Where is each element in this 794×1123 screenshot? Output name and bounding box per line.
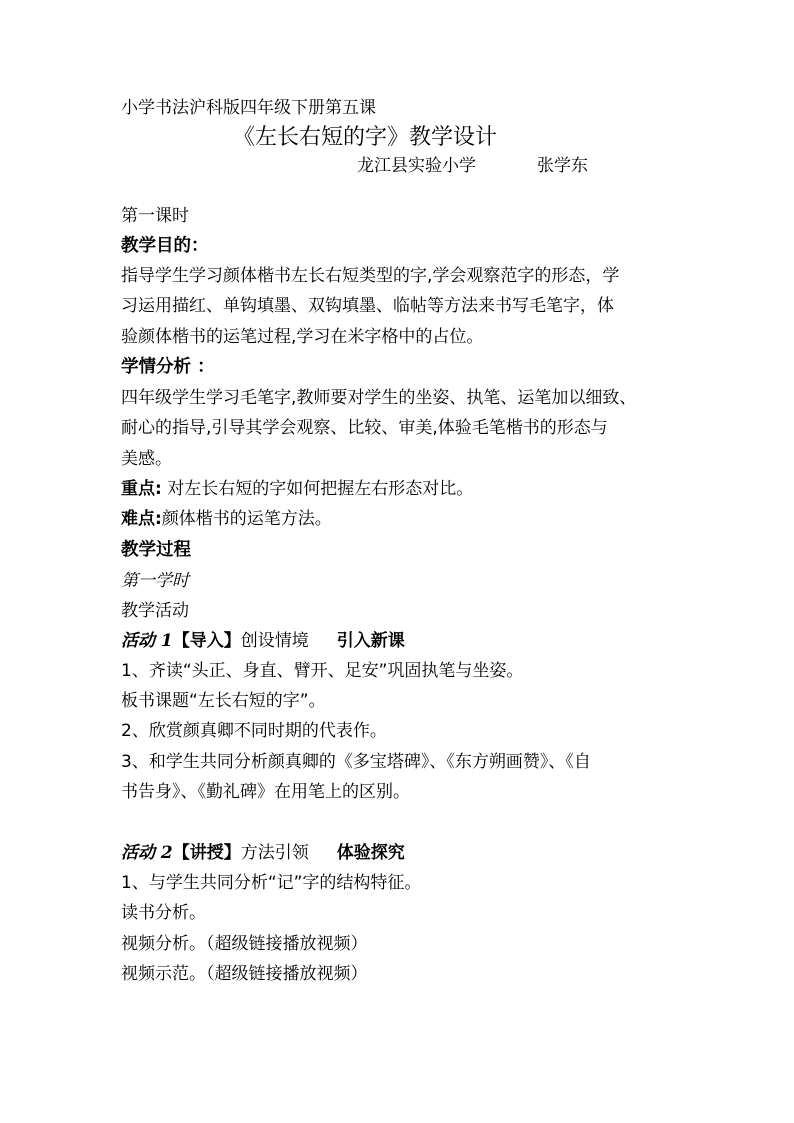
activity2-heading [121,842,405,864]
activity1-item: 3、和学生共同分析颜真卿的《多宝塔碑》、《东方朔画赞》、《自 [121,752,591,772]
analysis-line: 四年级学生学习毛笔字,教师要对学生的坐姿、执笔、运笔加以细致、 [121,388,637,408]
activity2-tag: 【讲授】 [172,843,241,863]
activity1-prefix: 活动 1 [121,631,173,651]
process-heading: 教学过程 [121,540,191,560]
activity1-item: 1、齐读“头正、身直、臂开、足安”巩固执笔与坐姿。 [121,661,524,681]
activity1-title-b: 引入新课 [336,631,405,651]
difficulty [121,508,332,530]
activity1-title-a: 创设情境 [240,631,309,651]
document-title: 《左长右短的字》教学设计 [233,125,498,150]
activity2-title-b: 体验探究 [336,843,405,863]
goal-line: 验颜体楷书的运笔过程,学习在米字格中的占位。 [121,327,484,347]
author-school: 龙江县实验小学 [357,156,476,176]
key-point-colon: : [155,479,162,499]
activity2-item: 1、与学生共同分析“记”字的结构特征。 [121,873,422,893]
activity1-heading [121,630,405,652]
key-point-text: 对左长右短的字如何把握左右形态对比。 [161,479,474,499]
activity1-tag: 【导入】 [172,631,241,651]
goal-heading: 教学目的： [121,236,209,256]
difficulty-colon: : [155,509,162,529]
activity1-item: 2、欣赏颜真卿不同时期的代表作。 [121,721,387,741]
first-period: 第一学时 [121,571,189,591]
lesson-label: 第一课时 [121,206,189,226]
activity1-item: 板书课题“左长右短的字”。 [121,691,326,711]
difficulty-text: 颜体楷书的运笔方法。 [161,509,332,529]
activity2-item: 视频示范。（超级链接播放视频） [121,964,368,984]
activity2-item: 读书分析。 [121,903,206,923]
goal-line: 习运用描红、单钩填墨、双钩填墨、临帖等方法来书写毛笔字，体 [121,296,614,316]
analysis-heading: 学情分析 ： [121,357,215,377]
course-line: 小学书法沪科版四年级下册第五课 [121,98,376,118]
activity-label: 教学活动 [121,601,189,621]
analysis-line: 耐心的指导,引导其学会观察、比较、审美,体验毛笔楷书的形态与 [121,418,608,438]
activity2-item: 视频分析。（超级链接播放视频） [121,934,368,954]
difficulty-label: 难点 [121,509,155,529]
key-point [121,478,473,500]
analysis-line: 美感。 [121,449,172,469]
key-point-label: 重点 [121,479,155,499]
activity2-title-a: 方法引领 [240,843,309,863]
activity1-item: 书告身》、《勤礼碑》在用笔上的区别。 [121,782,410,802]
goal-line: 指导学生学习颜体楷书左长右短类型的字,学会观察范字的形态，学 [121,266,620,286]
author-name: 张学东 [537,156,588,176]
activity2-prefix: 活动 2 [121,843,173,863]
